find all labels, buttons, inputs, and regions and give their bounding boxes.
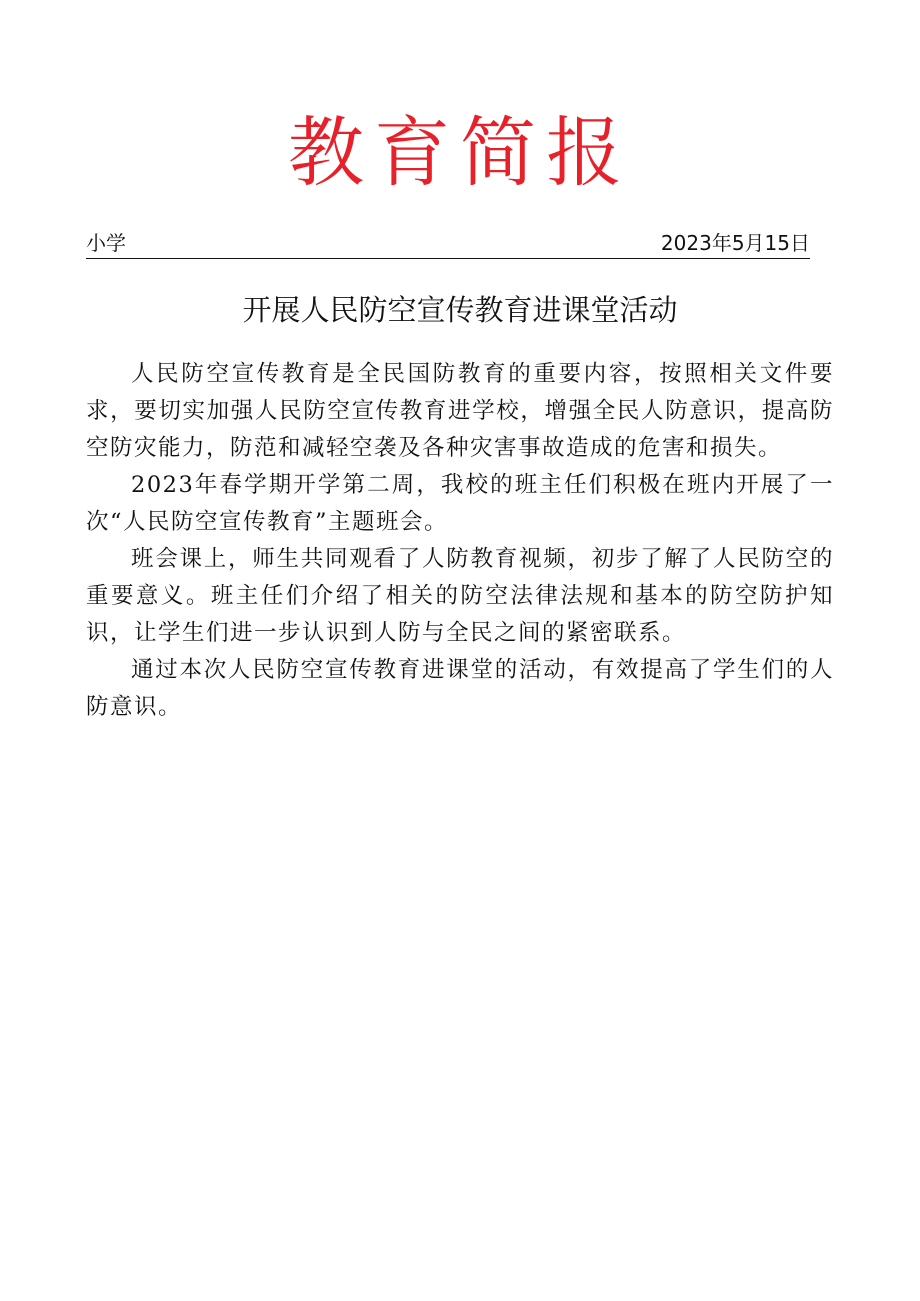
paragraph-1: 人民防空宣传教育是全民国防教育的重要内容，按照相关文件要求，要切实加强人民防空宣传教育进学校，增强全民人防意识，提高防空防灾能力，防范和减轻空袭及各种灾害事故造成的危害和损失。 (86, 361, 834, 461)
paragraph-2: 2023年春学期开学第二周，我校的班主任们积极在班内开展了一次“人民防空宣传教育”主题班会。 (86, 472, 834, 535)
article-body (86, 356, 834, 726)
issue-date: 2023年5月15日 (660, 231, 810, 255)
masthead-title: 教育简报 (288, 108, 632, 197)
info-line (86, 228, 810, 259)
article-headline: 开展人民防空宣传教育进课堂活动 (242, 293, 678, 327)
paragraph-4: 通过本次人民防空宣传教育进课堂的活动，有效提高了学生们的人防意识。 (86, 657, 834, 720)
paragraph-3: 班会课上，师生共同观看了人防教育视频，初步了解了人民防空的重要意义。班主任们介绍了相关的防空法律法规和基本的防空防护知识，让学生们进一步认识到人防与全民之间的紧密联系。 (86, 546, 834, 646)
school-name: 小学 (86, 231, 126, 255)
